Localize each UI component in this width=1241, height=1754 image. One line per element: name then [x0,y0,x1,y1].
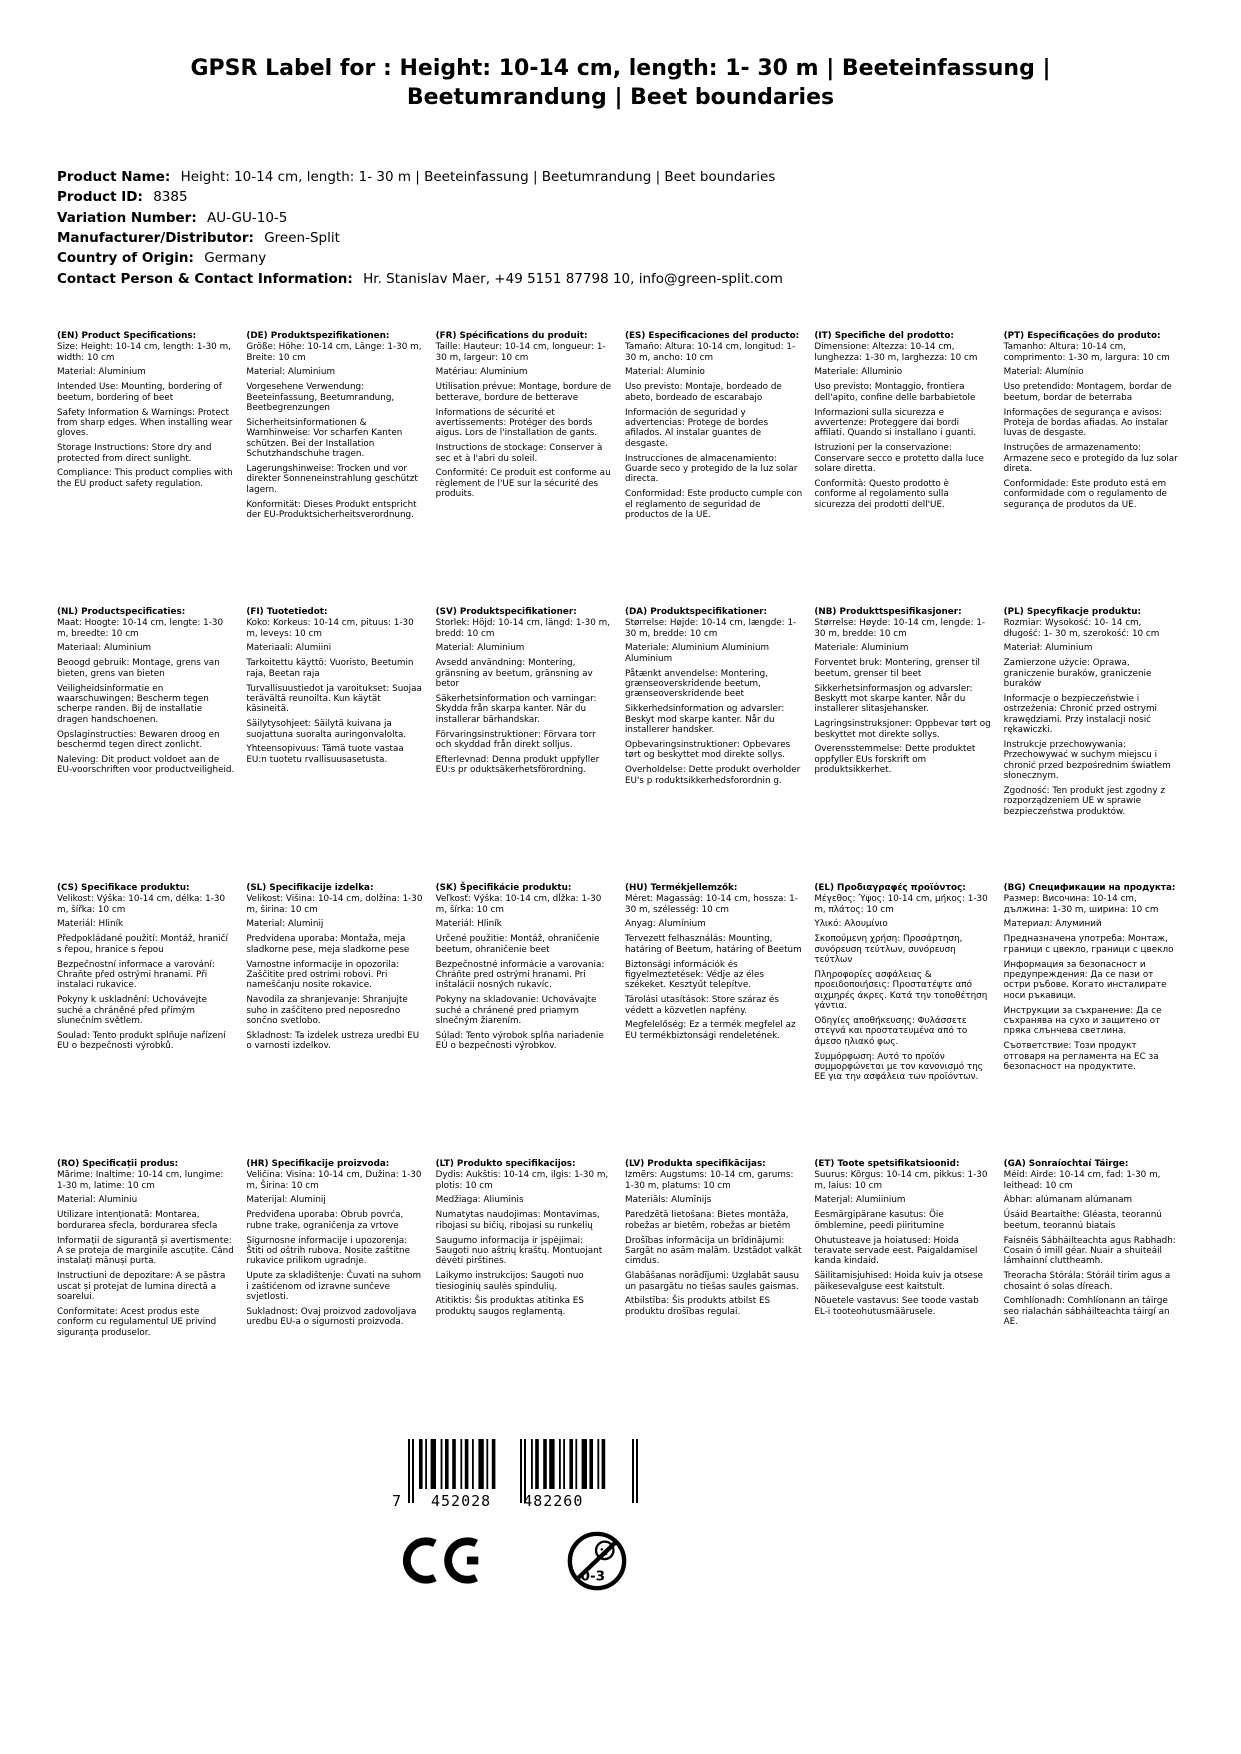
block-header: (BG) Спецификации на продукта: [1003,882,1176,893]
block-size-line: Størrelse: Højde: 10-14 cm, længde: 1-30 m, bredde: 10 cm [624,618,797,639]
block-compliance-line: Conformità: Questo prodotto è conforme al regolamento sulla sicurezza dei prodotti dell'UE. [814,478,949,510]
block-material-line: Υλικό: Αλουμίνιο [814,919,888,930]
block-intended-use-line: Vorgesehene Verwendung: Beeteinfassung, Beetumrandung, Beetbegrenzungen [246,382,395,414]
block-header: (LV) Produkta specifikācijas: [624,1158,766,1169]
block-compliance-line: Overholdelse: Dette produkt overholder EU's p roduktsikkerhedsforordnin g. [624,765,801,786]
block-intended-use-line: Utilisation prévue: Montage, bordure de betterave, bordure de betterave [435,382,612,403]
barcode-digits-right: 482260 [523,1491,584,1510]
product-info-row [57,270,1184,289]
block-material-line: Material: Aluminium [435,643,525,654]
block-intended-use-line: Intended Use: Mounting, bordering of beetum, bordering of beet [57,382,222,403]
language-block [436,331,616,504]
block-safety-line: Πληροφορίες ασφάλειας & προειδοποιήσεις: Προστατέψτε από αιχμηρές άκρες. Κατά την τοποθέτηση γάντια. [814,969,988,1012]
language-block [57,1159,237,1343]
block-intended-use-line: Σκοπούμενη χρήση: Προσάρτηση, συνόρευση τεύτλων, συνόρευση τεύτλων [814,934,963,966]
block-safety-line: Sikkerhetsinformasjon og advarsler: Beskytt mot skarpe kanter. Når du installerer slitasjehansker. [814,683,973,715]
product-info-label: Variation Number: [57,209,197,226]
block-size-line: Mărime: Inaltime: 10-14 cm, lungime: 1-30 m, latime: 10 cm [57,1170,224,1191]
language-grid [57,331,1184,1435]
language-block [814,883,994,1087]
block-compliance-line: Съответствие: Този продукт отговаря на регламента на ЕС за безопасност на продуктите. [1003,1041,1159,1072]
block-storage-line: Glabāšanas norādījumi: Uzglabāt sausu un pasargātu no tiešas saules gaismas. [624,1271,800,1292]
block-header: (NB) Produkttspesifikasjoner: [814,606,962,617]
block-header: (PT) Especificações do produto: [1003,330,1161,341]
block-safety-line: Informations de sécurité et avertissements: Protéger des bords aigus. Lors de l'installation de gants. [435,407,598,439]
block-header: (EL) Προδιαγραφές προϊόντος: [814,882,966,893]
block-compliance-line: Συμμόρφωση: Αυτό το προϊόν συμμορφώνεται με τον κανονισμό της ΕΕ για την ασφάλεια των προϊόντων. [814,1051,983,1083]
product-info-value: Hr. Stanislav Maer, +49 5151 87798 10, info@green-split.com [363,270,783,287]
block-safety-line: Informacje o bezpieczeństwie i ostrzeżenia: Chronić przed ostrymi krawędziami. Przy instalacji nosić rękawiczki. [1003,693,1157,736]
block-compliance-line: Skladnost: Ta izdelek ustreza uredbi EU o varnosti izdelkov. [246,1030,420,1052]
block-material-line: Ábhar: alúmanam alúmanam [1003,1195,1133,1206]
age-warning-0-3-icon [566,1530,628,1592]
product-info-value: AU-GU-10-5 [207,209,288,226]
block-material-line: Material: Aluminiu [57,1195,138,1206]
block-storage-line: Tárolási utasítások: Store száraz és védett a közvetlen napfény. [624,995,779,1016]
block-header: (LT) Produkto specifikacijos: [435,1158,576,1169]
block-header: (DA) Produktspecifikationer: [624,606,768,617]
block-header: (ET) Toote spetsifikatsioonid: [814,1158,960,1169]
block-compliance-line: Compliance: This product complies with the EU product safety regulation. [57,468,233,489]
barcode-digit-prefix: 7 [392,1491,402,1510]
product-info-row [57,249,1184,268]
block-header: (FI) Tuotetiedot: [246,606,328,617]
block-safety-line: Bezpečnostní informace a varování: Chraňte před ostrými hranami. Při instalaci rukavice. [57,959,215,991]
block-safety-line: Saugumo informacija ir įspėjimai: Saugoti nuo aštrių kraštų. Montuojant dėvėti pirštines. [435,1235,603,1267]
block-safety-line: Drošības informācija un brīdinājumi: Sargāt no asām malām. Uzstādot valkāt cimdus. [624,1235,802,1267]
block-size-line: Size: Height: 10-14 cm, length: 1-30 m, width: 10 cm [57,342,231,363]
block-intended-use-line: Eesmärgipärane kasutus: Öie ömblemine, peedi piiritumine [814,1210,945,1231]
block-compliance-line: Naleving: Dit product voldoet aan de EU-voorschriften voor productveiligheid. [57,754,235,776]
block-intended-use-line: Tarkoitettu käyttö: Vuoristo, Beetumin raja, Beetan raja [246,658,414,679]
product-info-label: Product Name: [57,169,171,186]
block-material-line: Materiāls: Alumīnijs [624,1195,712,1206]
block-safety-line: Varnostne informacije in opozorila: Zaščitite pred ostrimi robovi. Pri nameščanju nosite rokavice. [246,959,400,991]
barcode-digits [392,1492,644,1510]
block-intended-use-line: Paredzētā lietošana: Bietes montāža, robežas ar bietēm, robežas ar bietēm [624,1210,791,1231]
product-info-value: Green-Split [264,229,340,246]
page-title: GPSR Label for : Height: 10-14 cm, length: 1- 30 m | Beeteinfassung | Beetumrandung | Beet boundaries [190,56,1051,111]
block-compliance-line: Sukladnost: Ovaj proizvod zadovoljava uredbu EU-a o sigurnosti proizvoda. [246,1306,417,1328]
block-storage-line: Förvaringsinstruktioner: Förvara torr och skyddad från direkt solljus. [435,729,596,750]
product-info-value: Germany [204,250,267,267]
block-compliance-line: Efterlevnad: Denna produkt uppfyller EU:s pr oduktsäkerhetsförordning. [435,754,600,776]
block-size-line: Dimensione: Altezza: 10-14 cm, lunghezza: 1-30 m, larghezza: 10 cm [814,342,978,363]
block-compliance-line: Atitiktis: Šis produktas atitinka ES produktų saugos reglamentą. [435,1296,584,1317]
block-header: (SV) Produktspecifikationer: [435,606,577,617]
block-compliance-line: Conformitate: Acest produs este conform cu regulamentul UE privind siguranța produselor. [57,1306,217,1338]
product-info-section [57,168,1184,289]
block-storage-line: Lagerungshinweise: Trocken und vor direkter Sonneneinstrahlung geschützt lagern. [246,463,418,495]
block-storage-line: Säilitamisjuhised: Hoida kuiv ja otsese päikesevalguse eest kaitstult. [814,1271,983,1292]
block-intended-use-line: Predviđena uporaba: Obrub povrća, rubne trake, ograničenja za vrtove [246,1210,404,1231]
language-block [246,607,426,770]
block-intended-use-line: Uso previsto: Montaje, bordeado de abeto, bordeado de escarabajo [624,382,782,403]
block-material-line: Anyag: Alumínium [624,919,706,930]
block-storage-line: Istruzioni per la conservazione: Conservare secco e protetto dalla luce solare diretta. [814,443,984,474]
block-compliance-line: Súlad: Tento výrobok spĺňa nariadenie EÚ o bezpečnosti výrobkov. [435,1030,604,1052]
language-block [814,1159,994,1322]
block-size-line: Suurus: Kõrgus: 10-14 cm, pikkus: 1-30 m, laius: 10 cm [814,1170,988,1191]
block-material-line: Materiaali: Alumiini [246,643,332,654]
block-storage-line: Lagringsinstruksjoner: Oppbevar tørt og beskyttet mot direkte sollys. [814,719,991,740]
block-safety-line: Biztonsági információk és figyelmeztetések: Védje az éles székeket. Kesztyűt telepítve. [624,959,764,991]
block-safety-line: Turvallisuustiedot ja varoitukset: Suojaa terävältä reunoilta. Kun käytät käsineitä. [246,683,422,715]
block-compliance-line: Conformité: Ce produit est conforme au règlement de l'UE sur la sécurité des produits. [435,468,611,500]
block-material-line: Material: Aluminio [624,367,705,378]
block-safety-line: Faisnéis Sábháilteachta agus Rabhadh: Cosain ó imill géar. Nuair a shuiteáil lámhainní cluttheamh. [1003,1235,1176,1267]
block-safety-line: Información de seguridad y advertencias: Protege de bordes afilados. Al instalar guantes de desgaste. [624,407,769,449]
block-storage-line: Laikymo instrukcijos: Saugoti nuo tiesioginių saulės spindulių. [435,1271,584,1292]
block-intended-use-line: Предназначена употреба: Монтаж, граници с цвекло, граници с цвекло [1003,934,1174,955]
block-intended-use-line: Beoogd gebruik: Montage, grens van bieten, grens van bieten [57,658,220,679]
block-size-line: Veľkosť: Výška: 10-14 cm, dĺžka: 1-30 m, šírka: 10 cm [435,894,602,915]
block-compliance-line: Megfelelőség: Ez a termék megfelel az EU termékbiztonsági rendeletének. [624,1020,796,1041]
language-block [814,331,994,515]
block-material-line: Материал: Алуминий [1003,919,1102,930]
block-storage-line: Instructiuni de depozitare: A se păstra uscat și protejat de lumina directă a soarelui. [57,1271,226,1302]
block-storage-line: Οδηγίες αποθήκευσης: Φυλάσσετε στεγνά και προστατευμένα από το άμεσο ηλιακό φως. [814,1015,968,1047]
block-material-line: Materjal: Alumiinium [814,1195,906,1206]
block-size-line: Velikost: Výška: 10-14 cm, délka: 1-30 m, šířka: 10 cm [57,894,226,915]
block-size-line: Méret: Magasság: 10-14 cm, hossza: 1-30 m, szélesség: 10 cm [624,894,798,915]
block-storage-line: Pokyny na skladovanie: Uchovávajte suché a chránené pred priamym slnečným žiarením. [435,995,597,1026]
block-material-line: Materiał: Aluminium [1003,643,1093,654]
block-compliance-line: Overensstemmelse: Dette produktet oppfyller EUs forskrift om produktsikkerhet. [814,744,976,776]
language-block [1004,883,1184,1077]
block-intended-use-line: Påtænkt anvendelse: Montering, grænseoverskridende beetum, grænseoverskridende beet [624,668,769,700]
block-safety-line: Информация за безопасност и предупреждения: Да се пази от остри ръбове. Когато инсталирате носи ръкавици. [1003,959,1167,1001]
product-info-label: Contact Person & Contact Information: [57,270,353,287]
product-info-value: 8385 [153,189,188,206]
block-header: (HU) Termékjellemzők: [624,882,738,893]
age-warning-text: 0-3 [580,1568,606,1585]
block-storage-line: Opbevaringsinstruktioner: Opbevares tørt og beskyttet mod direkte sollys. [624,739,791,761]
block-intended-use-line: Tervezett felhasználás: Mounting, határing of Beetum, határing of Beetum [624,934,802,955]
block-storage-line: Instrukcje przechowywania: Przechowywać w suchym miejscu i chronić przed bezpośrednim światłem słonecznym. [1003,739,1171,782]
block-safety-line: Informações de segurança e avisos: Proteja de bordas afiadas. Ao instalar luvas de desgaste. [1003,407,1169,439]
product-info-value: Height: 10-14 cm, length: 1- 30 m | Beeteinfassung | Beetumrandung | Beet boundaries [180,169,776,186]
language-block [57,883,237,1056]
block-compliance-line: Conformidad: Este producto cumple con el reglamento de seguridad de productos de la UE. [624,489,803,520]
language-block [57,331,237,494]
block-storage-line: Säilytysohjeet: Säilytä kuivana ja suojattuna suoralta auringonvalolta. [246,719,407,740]
language-block [625,331,805,525]
block-compliance-line: Atbilstība: Šis produkts atbilst ES produktu drošības regulai. [624,1296,771,1317]
block-material-line: Medžiaga: Aliuminis [435,1195,524,1206]
block-safety-line: Informazioni sulla sicurezza e avvertenze: Proteggere dai bordi affilati. Quando si installano i guanti. [814,407,977,439]
block-safety-line: Veiligheidsinformatie en waarschuwingen: Bescherm tegen scherpe randen. Bij de installatie dragen handschoenen. [57,683,209,725]
block-size-line: Taille: Hauteur: 10-14 cm, longueur: 1-30 m, largeur: 10 cm [435,342,606,363]
block-intended-use-line: Numatytas naudojimas: Montavimas, ribojasi su bičių, ribojasi su runkelių [435,1210,600,1231]
block-compliance-line: Comhlíonadh: Comhlíonann an táirge seo rialachán sábháilteachta táirgí an AE. [1003,1296,1170,1328]
block-material-line: Materiál: Hliník [57,919,124,930]
language-block [1004,607,1184,822]
block-storage-line: Opslaginstructies: Bewaren droog en beschermd tegen direct zonlicht. [57,729,220,750]
block-safety-line: Informații de siguranță și avertismente: A se proteja de marginile ascuțite. Când instalați mănuși purta. [57,1235,234,1267]
block-storage-line: Storage Instructions: Store dry and protected from direct sunlight. [57,443,212,464]
block-header: (NL) Productspecificaties: [57,606,186,617]
compliance-marks [392,1530,1184,1592]
block-size-line: Velikost: Višina: 10-14 cm, dolžina: 1-30 m, širina: 10 cm [246,894,423,915]
block-storage-line: Instructions de stockage: Conserver à sec et à l'abri du soleil. [435,443,603,464]
block-size-line: Größe: Höhe: 10-14 cm, Länge: 1-30 m, Breite: 10 cm [246,342,422,363]
block-size-line: Tamanho: Altura: 10-14 cm, comprimento: 1-30 m, largura: 10 cm [1003,342,1170,363]
barcode-digits-left: 452028 [431,1491,492,1510]
block-compliance-line: Soulad: Tento produkt splňuje nařízení EU o bezpečnosti výrobků. [57,1030,226,1052]
block-material-line: Material: Aluminium [246,367,336,378]
block-storage-line: Pokyny k uskladnění: Uchovávejte suché a chráněné před přímým slunečním světlem. [57,995,208,1026]
block-material-line: Materiale: Aluminium [814,643,909,654]
product-info-label: Product ID: [57,189,143,206]
block-material-line: Materiaal: Aluminium [57,643,152,654]
language-block [625,883,805,1046]
language-block [625,1159,805,1322]
block-storage-line: Treoracha Stórála: Stóráil tirim agus a chosaint ó solas díreach. [1003,1271,1171,1292]
block-size-line: Izmērs: Augstums: 10-14 cm, garums: 1-30 m, platums: 10 cm [624,1170,794,1191]
language-block [436,883,616,1056]
language-block [814,607,994,780]
block-header: (HR) Specifikacije proizvoda: [246,1158,390,1169]
barcode [392,1439,644,1510]
block-header: (ES) Especificaciones del producto: [624,330,800,341]
block-material-line: Material: Aluminium [57,367,146,378]
block-storage-line: Instrucciones de almacenamiento: Guarde seco y protegido de la luz solar directa. [624,453,798,485]
product-info-row [57,209,1184,228]
block-header: (SL) Specifikacije izdelka: [246,882,374,893]
block-size-line: Veličina: Visina: 10-14 cm, Dužina: 1-30 m, Širina: 10 cm [246,1170,422,1191]
block-size-line: Størrelse: Høyde: 10-14 cm, lengde: 1-30 m, bredde: 10 cm [814,618,986,639]
product-info-row [57,188,1184,207]
language-block [1004,331,1184,515]
block-material-line: Matériau: Aluminium [435,367,528,378]
label-footer [57,1439,1184,1592]
product-info-label: Country of Origin: [57,250,194,267]
block-header: (FR) Spécifications du produit: [435,330,588,341]
block-size-line: Koko: Korkeus: 10-14 cm, pituus: 1-30 m, leveys: 10 cm [246,618,414,639]
block-intended-use-line: Utilizare intenționată: Montarea, bordurarea sfecla, bordurarea sfecla [57,1210,218,1231]
block-material-line: Materiale: Alluminio [814,367,903,378]
language-block [57,607,237,780]
block-compliance-line: Yhteensopivuus: Tämä tuote vastaa EU:n tuotetu rvallisuusasetusta. [246,744,404,765]
block-storage-line: Upute za skladištenje: Čuvati na suhom i zaštićenom od izravne sunčeve svjetlosti. [246,1271,422,1302]
block-material-line: Material: Alumínio [1003,367,1084,378]
block-intended-use-line: Uso pretendido: Montagem, bordar de beetum, bordar de beterraba [1003,382,1172,403]
block-safety-line: Ohutusteave ja hoiatused: Hoida teravate servade eest. Paigaldamisel kanda kindaid. [814,1235,978,1267]
block-safety-line: Sicherheitsinformationen & Warnhinweise: Vor scharfen Kanten schützen. Bei der Installation Schutzhandschuhe tragen. [246,417,403,460]
block-intended-use-line: Předpokládané použití: Montáž, hraničí s řepou, hranice s řepou [57,934,228,955]
block-intended-use-line: Avsedd användning: Montering, gränsning av beetum, gränsning av betor [435,658,593,690]
block-size-line: Μέγεθος: Ύψος: 10-14 cm, μήκος: 1-30 m, πλάτος: 10 cm [814,894,988,915]
block-compliance-line: Konformität: Dieses Produkt entspricht der EU-Produktsicherheitsverordnung. [246,499,417,520]
block-size-line: Tamaño: Altura: 10-14 cm, longitud: 1-30 m, ancho: 10 cm [624,342,796,363]
block-safety-line: Säkerhetsinformation och varningar: Skydda från skarpa kanter. När du installerar bärhandskar. [435,693,597,725]
language-block [625,607,805,791]
block-header: (GA) Sonraíochtaí Táirge: [1003,1158,1129,1169]
block-header: (EN) Product Specifications: [57,330,197,341]
block-intended-use-line: Úsáid Beartaithe: Gléasta, teorannú beetum, teorannú biatais [1003,1210,1162,1231]
product-info-row [57,229,1184,248]
block-material-line: Materiál: Hliník [435,919,502,930]
product-info-label: Manufacturer/Distributor: [57,229,254,246]
block-size-line: Méid: Airde: 10-14 cm, fad: 1-30 m, leithead: 10 cm [1003,1170,1161,1191]
ce-mark-icon [402,1537,482,1584]
block-header: (PL) Specyfikacje produktu: [1003,606,1142,617]
block-safety-line: Sigurnosne informacije i upozorenja: Štiti od oštrih rubova. Nosite zaštitne rukavice prilikom ugradnje. [246,1235,411,1267]
block-material-line: Materiale: Aluminium Aluminium Aluminium [624,643,770,664]
language-block [246,331,426,525]
block-storage-line: Инструкции за съхранение: Да се съхранява на сухо и защитено от пряка слънчева светлина. [1003,1005,1162,1037]
block-size-line: Dydis: Aukštis: 10-14 cm, ilgis: 1-30 m, plotis: 10 cm [435,1170,609,1191]
block-header: (SK) Špecifikácie produktu: [435,882,572,893]
block-size-line: Storlek: Höjd: 10-14 cm, längd: 1-30 m, bredd: 10 cm [435,618,611,639]
language-block [246,1159,426,1332]
product-info-row [57,168,1184,187]
block-header: (RO) Specificații produs: [57,1158,179,1169]
language-block [246,883,426,1056]
block-storage-line: Navodila za shranjevanje: Shranjujte suho in zaščiteno pred neposredno sončno svetlobo. [246,995,408,1026]
block-size-line: Размер: Височина: 10-14 cm, дължина: 1-30 m, ширина: 10 cm [1003,894,1159,915]
block-storage-line: Instruções de armazenamento: Armazene seco e protegido da luz solar direta. [1003,443,1178,474]
language-block [436,607,616,780]
block-safety-line: Safety Information & Warnings: Protect from sharp edges. When installing wear gloves. [57,407,233,439]
block-intended-use-line: Uso previsto: Montaggio, frontiera dell'apito, confine delle barbabietole [814,382,976,403]
block-intended-use-line: Zamierzone użycie: Oprawa, graniczenie buraków, graniczenie buraków [1003,658,1152,690]
block-compliance-line: Zgodność: Ten produkt jest zgodny z rozporządzeniem UE w sprawie bezpieczeństwa produktów. [1003,785,1165,817]
block-compliance-line: Nõuetele vastavus: See toode vastab EL-i tooteohutusmäärusele. [814,1296,979,1317]
block-size-line: Rozmiar: Wysokość: 10- 14 cm, długość: 1- 30 m, szerokość: 10 cm [1003,618,1160,639]
block-material-line: Materijal: Aluminij [246,1195,326,1206]
block-intended-use-line: Určené použitie: Montáž, ohraničenie beetum, ohraničenie beet [435,934,600,955]
block-size-line: Maat: Hoogte: 10-14 cm, lengte: 1-30 m, breedte: 10 cm [57,618,224,639]
block-material-line: Material: Aluminij [246,919,324,930]
block-compliance-line: Conformidade: Este produto está em conformidade com o regulamento de segurança de produtos da UE. [1003,478,1167,510]
block-safety-line: Bezpečnostné informácie a varovania: Chráňte pred ostrými hranami. Pri inštalácii nosných rukavíc. [435,959,605,991]
block-header: (IT) Specifiche del prodotto: [814,330,954,341]
language-block [436,1159,616,1322]
block-header: (DE) Produktspezifikationen: [246,330,390,341]
language-block [1004,1159,1184,1332]
block-intended-use-line: Forventet bruk: Montering, grenser til beetum, grenser til beet [814,658,980,679]
block-safety-line: Sikkerhedsinformation og advarsler: Beskyt mod skarpe kanter. Når du installerer handsker. [624,704,785,736]
block-intended-use-line: Predvidena uporaba: Montaža, meja sladkorne pese, meja sladkorne pese [246,934,410,955]
block-header: (CS) Specifikace produktu: [57,882,190,893]
